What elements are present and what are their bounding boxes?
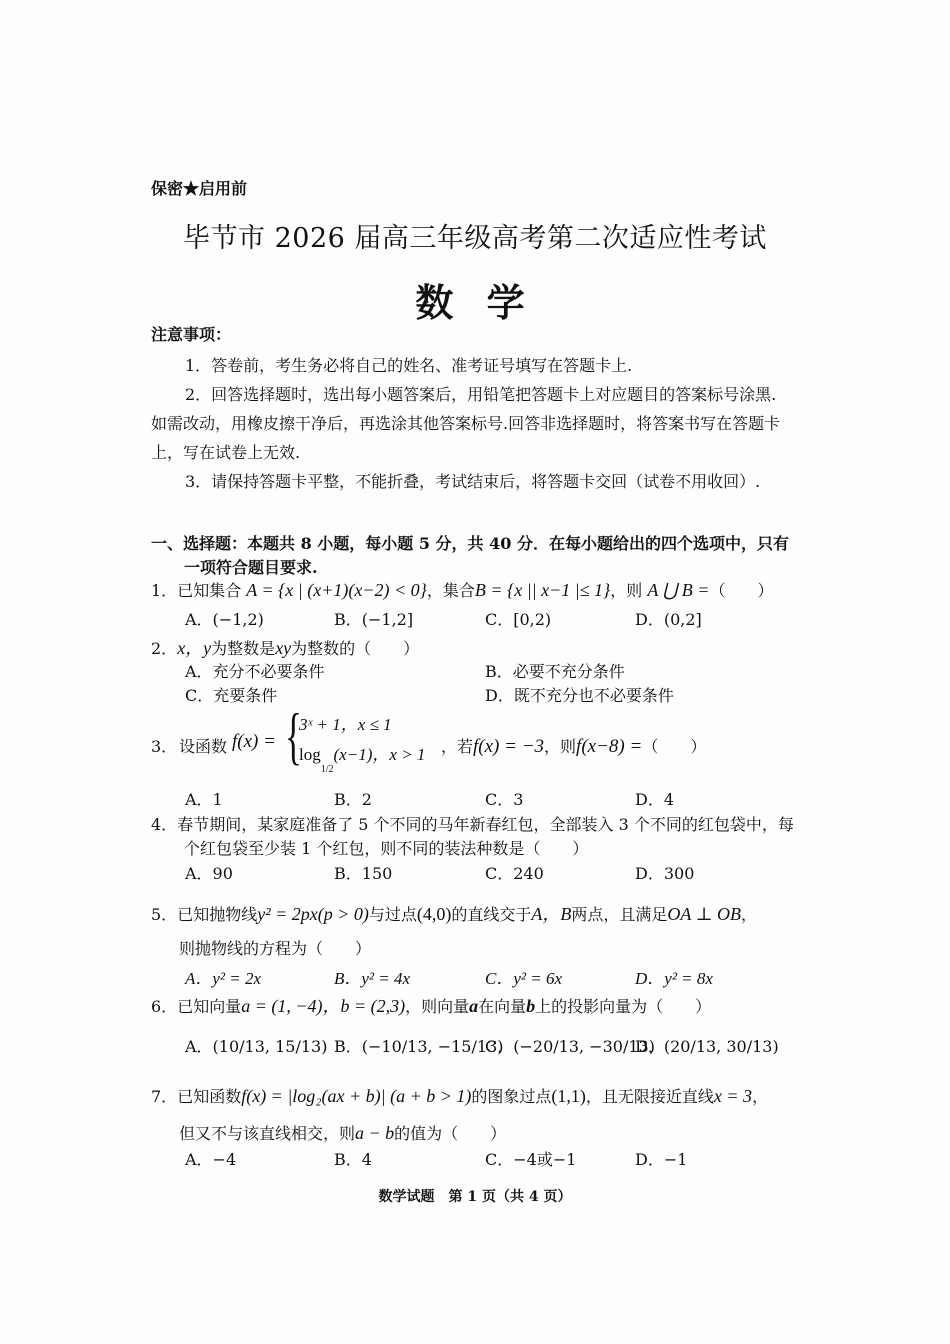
question-text: 上的投影向量为（ ）	[535, 997, 712, 1016]
classification-label: 保密★启用前	[151, 179, 248, 198]
perpendicular-formula: OA ⊥ OB	[667, 904, 741, 924]
question-text: 已知抛物线	[177, 905, 258, 924]
notice-item-1: 1．答卷前，考生务必将自己的姓名、准考证号填写在答题卡上.	[185, 356, 633, 375]
question-text: 的值为（ ）	[394, 1124, 507, 1143]
question-text: 为整数是	[211, 639, 276, 658]
asymptote-formula: x = 3	[713, 1086, 753, 1106]
question-text: 与过点	[368, 905, 417, 924]
question-3-number: 3．	[151, 737, 178, 756]
question-text: ，若	[441, 737, 474, 756]
question-4-line2: 个红包袋至少装 1 个红包，则不同的装法种数是（ ）	[184, 839, 589, 858]
question-text: （ ）	[642, 737, 707, 756]
question-number: 7．	[151, 1087, 178, 1106]
q7-option-a: A．−4	[185, 1150, 237, 1169]
question-5	[151, 900, 757, 926]
question-text: ，则	[544, 737, 577, 756]
q5-option-a: A．y² = 2x	[185, 969, 262, 988]
log-base: 1/2	[320, 764, 334, 775]
question-number: 6．	[151, 997, 178, 1016]
notice-item-2: 2．回答选择题时，选出每小题答案后，用铅笔把答题卡上对应题目的答案标号涂黑.	[185, 385, 777, 404]
product-xy: xy	[275, 638, 292, 658]
q1-option-c: C．[0,2)	[485, 610, 552, 629]
q3-option-c: C．3	[485, 790, 524, 809]
question-6	[151, 992, 711, 1018]
q5-option-b: B．y² = 4x	[334, 969, 411, 988]
log-label: log	[299, 745, 321, 764]
vectors-formula: a = (1, −4)，b = (2,3)	[241, 996, 406, 1016]
q7-option-d: D．−1	[635, 1150, 688, 1169]
variables-xy: x，y	[177, 638, 212, 658]
vector-a: a	[469, 996, 479, 1016]
question-text: ，则向量	[405, 997, 470, 1016]
target-formula: f(x−8) =	[576, 736, 643, 757]
question-text: 但又不与该直线相交，则	[179, 1124, 356, 1143]
question-1	[151, 578, 773, 601]
difference-formula: a − b	[355, 1123, 395, 1143]
points-ab: A，B	[531, 904, 572, 924]
function-f-of-x: f(x) =	[232, 731, 276, 752]
question-number: 5．	[151, 905, 178, 924]
piecewise-case-2	[299, 740, 426, 775]
notice-item-2-cont-2: 上，写在试卷上无效.	[151, 443, 301, 462]
q6-option-d: D．(20/13, 30/13)	[635, 1037, 779, 1056]
section-heading-line1: 一、选择题：本题共 8 小题，每小题 5 分，共 40 分．在每小题给出的四个选项中，只有	[151, 534, 789, 553]
question-2	[151, 634, 419, 660]
q2-option-d: D．既不充分也不必要条件	[485, 686, 674, 705]
point-formula: (1,1)	[551, 1086, 586, 1106]
q6-option-b: B．(−10/13, −15/13)	[334, 1037, 504, 1056]
question-text: ，	[741, 905, 758, 924]
subject-title: 数 学	[415, 280, 535, 325]
q4-option-b: B．150	[334, 864, 393, 883]
q6-option-a: A．(10/13, 15/13)	[185, 1037, 328, 1056]
set-b-formula: B = {x || x−1 |≤ 1}	[474, 580, 611, 600]
question-text: ，	[752, 1087, 769, 1106]
question-text: ，集合	[426, 581, 475, 600]
q4-option-c: C．240	[485, 864, 544, 883]
q3-option-b: B．2	[334, 790, 372, 809]
parabola-formula: y² = 2px(p > 0)	[257, 904, 369, 924]
question-text: 的图象过点	[471, 1087, 552, 1106]
notice-title: 注意事项：	[151, 325, 232, 344]
union-formula: A ⋃ B =	[647, 580, 710, 600]
q3-option-a: A．1	[185, 790, 223, 809]
vector-b: b	[526, 996, 536, 1016]
notice-item-3: 3．请保持答题卡平整，不能折叠，考试结束后，将答题卡交回（试卷不用收回）.	[185, 472, 761, 491]
function-formula: f(x) = |log₂(ax + b)| (a + b > 1)	[241, 1086, 472, 1106]
question-text: 在向量	[478, 997, 527, 1016]
piecewise-brace: {	[285, 700, 302, 771]
question-3-condition	[441, 734, 706, 758]
question-5-line2: 则抛物线的方程为（ ）	[179, 939, 372, 958]
question-number: 2．	[151, 639, 178, 658]
question-7	[151, 1084, 768, 1107]
log-argument: (x−1)，x > 1	[333, 745, 426, 764]
question-7-line2	[179, 1121, 506, 1144]
question-4	[151, 812, 794, 835]
q4-option-d: D．300	[635, 864, 695, 883]
question-text: （ ）	[709, 581, 774, 600]
question-text: 已知集合	[177, 581, 242, 600]
question-text: 为整数的（ ）	[291, 639, 420, 658]
exam-title: 毕节市 2026 届高三年级高考第二次适应性考试	[183, 223, 767, 254]
question-number: 1．	[151, 581, 178, 600]
q3-option-d: D．4	[635, 790, 675, 809]
q7-option-b: B．4	[334, 1150, 372, 1169]
page-footer: 数学试题 第 1 页（共 4 页）	[378, 1189, 572, 1205]
question-text: ，则	[610, 581, 643, 600]
q2-option-a: A．充分不必要条件	[185, 662, 325, 681]
question-text: 春节期间，某家庭准备了 5 个不同的马年新春红包，全部装入 3 个不同的红包袋中，每	[177, 815, 794, 834]
question-text: 已知向量	[177, 997, 242, 1016]
question-text: 的直线交于	[451, 905, 532, 924]
question-text: ，且无限接近直线	[585, 1087, 714, 1106]
q4-option-a: A．90	[185, 864, 233, 883]
piecewise-case-1: 3ˣ + 1，x ≤ 1	[299, 715, 392, 734]
point-formula: (4,0)	[416, 904, 452, 924]
q1-option-a: A．(−1,2)	[185, 610, 264, 629]
q2-option-c: C．充要条件	[185, 686, 278, 705]
q1-option-b: B．(−1,2]	[334, 610, 414, 629]
q2-option-b: B．必要不充分条件	[485, 662, 625, 681]
q7-option-c: C．−4或−1	[485, 1150, 577, 1169]
question-number: 4．	[151, 815, 178, 834]
set-a-formula: A = {x | (x+1)(x−2) < 0}	[246, 580, 427, 600]
q5-option-c: C．y² = 6x	[485, 969, 562, 988]
question-3-text: 设函数	[179, 737, 228, 756]
q6-option-c: C．(−20/13, −30/13)	[485, 1037, 655, 1056]
section-heading-line2: 一项符合题目要求.	[184, 558, 318, 577]
question-text: 已知函数	[177, 1087, 242, 1106]
q5-option-d: D．y² = 8x	[635, 969, 713, 988]
question-text: 两点，且满足	[571, 905, 668, 924]
notice-item-2-cont-1: 如需改动，用橡皮擦干净后，再选涂其他答案标号.回答非选择题时，将答案书写在答题卡	[151, 414, 781, 433]
q1-option-d: D．(0,2]	[635, 610, 702, 629]
condition-formula: f(x) = −3	[473, 736, 545, 757]
